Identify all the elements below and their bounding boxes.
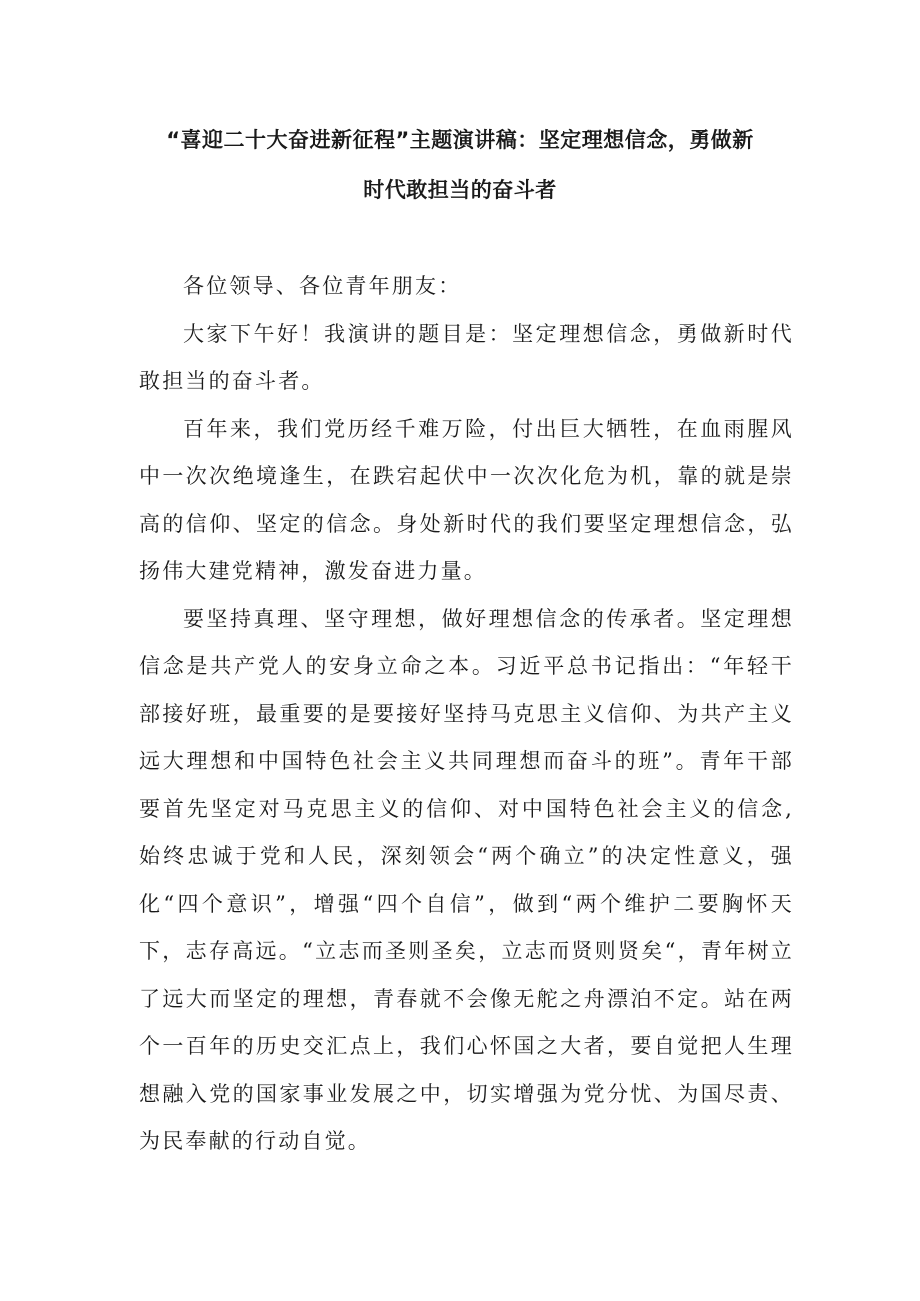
body-paragraph: 要坚持真理、坚守理想，做好理想信念的传承者。坚定理想信念是共产党人的安身立命之本。习近平总书记指出：“年轻干部接好班，最重要的是要接好坚持马克思主义信仰、为共产主义远大理想和中国特色社会主义共同理想而奋斗的班”。青年干部要首先坚定对马克思主义的信仰、对中国特色社会主义的信念,始终忠诚于党和人民，深刻领会“两个确立”的决定性意义，强化“四个意识”，增强“四个自信”，做到“两个维护二要胸怀天下，志存高远。“立志而圣则圣矣，立志而贤则贤矣“，青年树立了远大而坚定的理想，青春就不会像无舵之舟漂泊不定。站在两个一百年的历史交汇点上，我们心怀国之大者，要自觉把人生理想融入党的国家事业发展之中，切实增强为党分忧、为国尽责、为民奉献的行动自觉。	[139, 606, 794, 1153]
document-title-line-1: “喜迎二十大奋进新征程”主题演讲稿：坚定理想信念，勇做新	[166, 128, 754, 152]
document-body	[139, 263, 794, 1166]
greeting-paragraph: 大家下午好！我演讲的题目是：坚定理想信念，勇做新时代敢担当的奋斗者。	[139, 321, 794, 393]
body-paragraph: 百年来，我们党历经千难万险，付出巨大牺牲，在血雨腥风中一次次绝境逢生，在跌宕起伏中一次次化危为机，靠的就是崇高的信仰、坚定的信念。身处新时代的我们要坚定理想信念，弘扬伟大建党精神，激发奋进力量。	[139, 416, 794, 583]
salutation-paragraph: 各位领导、各位青年朋友：	[183, 274, 462, 298]
document-title-line-2: 时代敢担当的奋斗者	[363, 178, 557, 202]
